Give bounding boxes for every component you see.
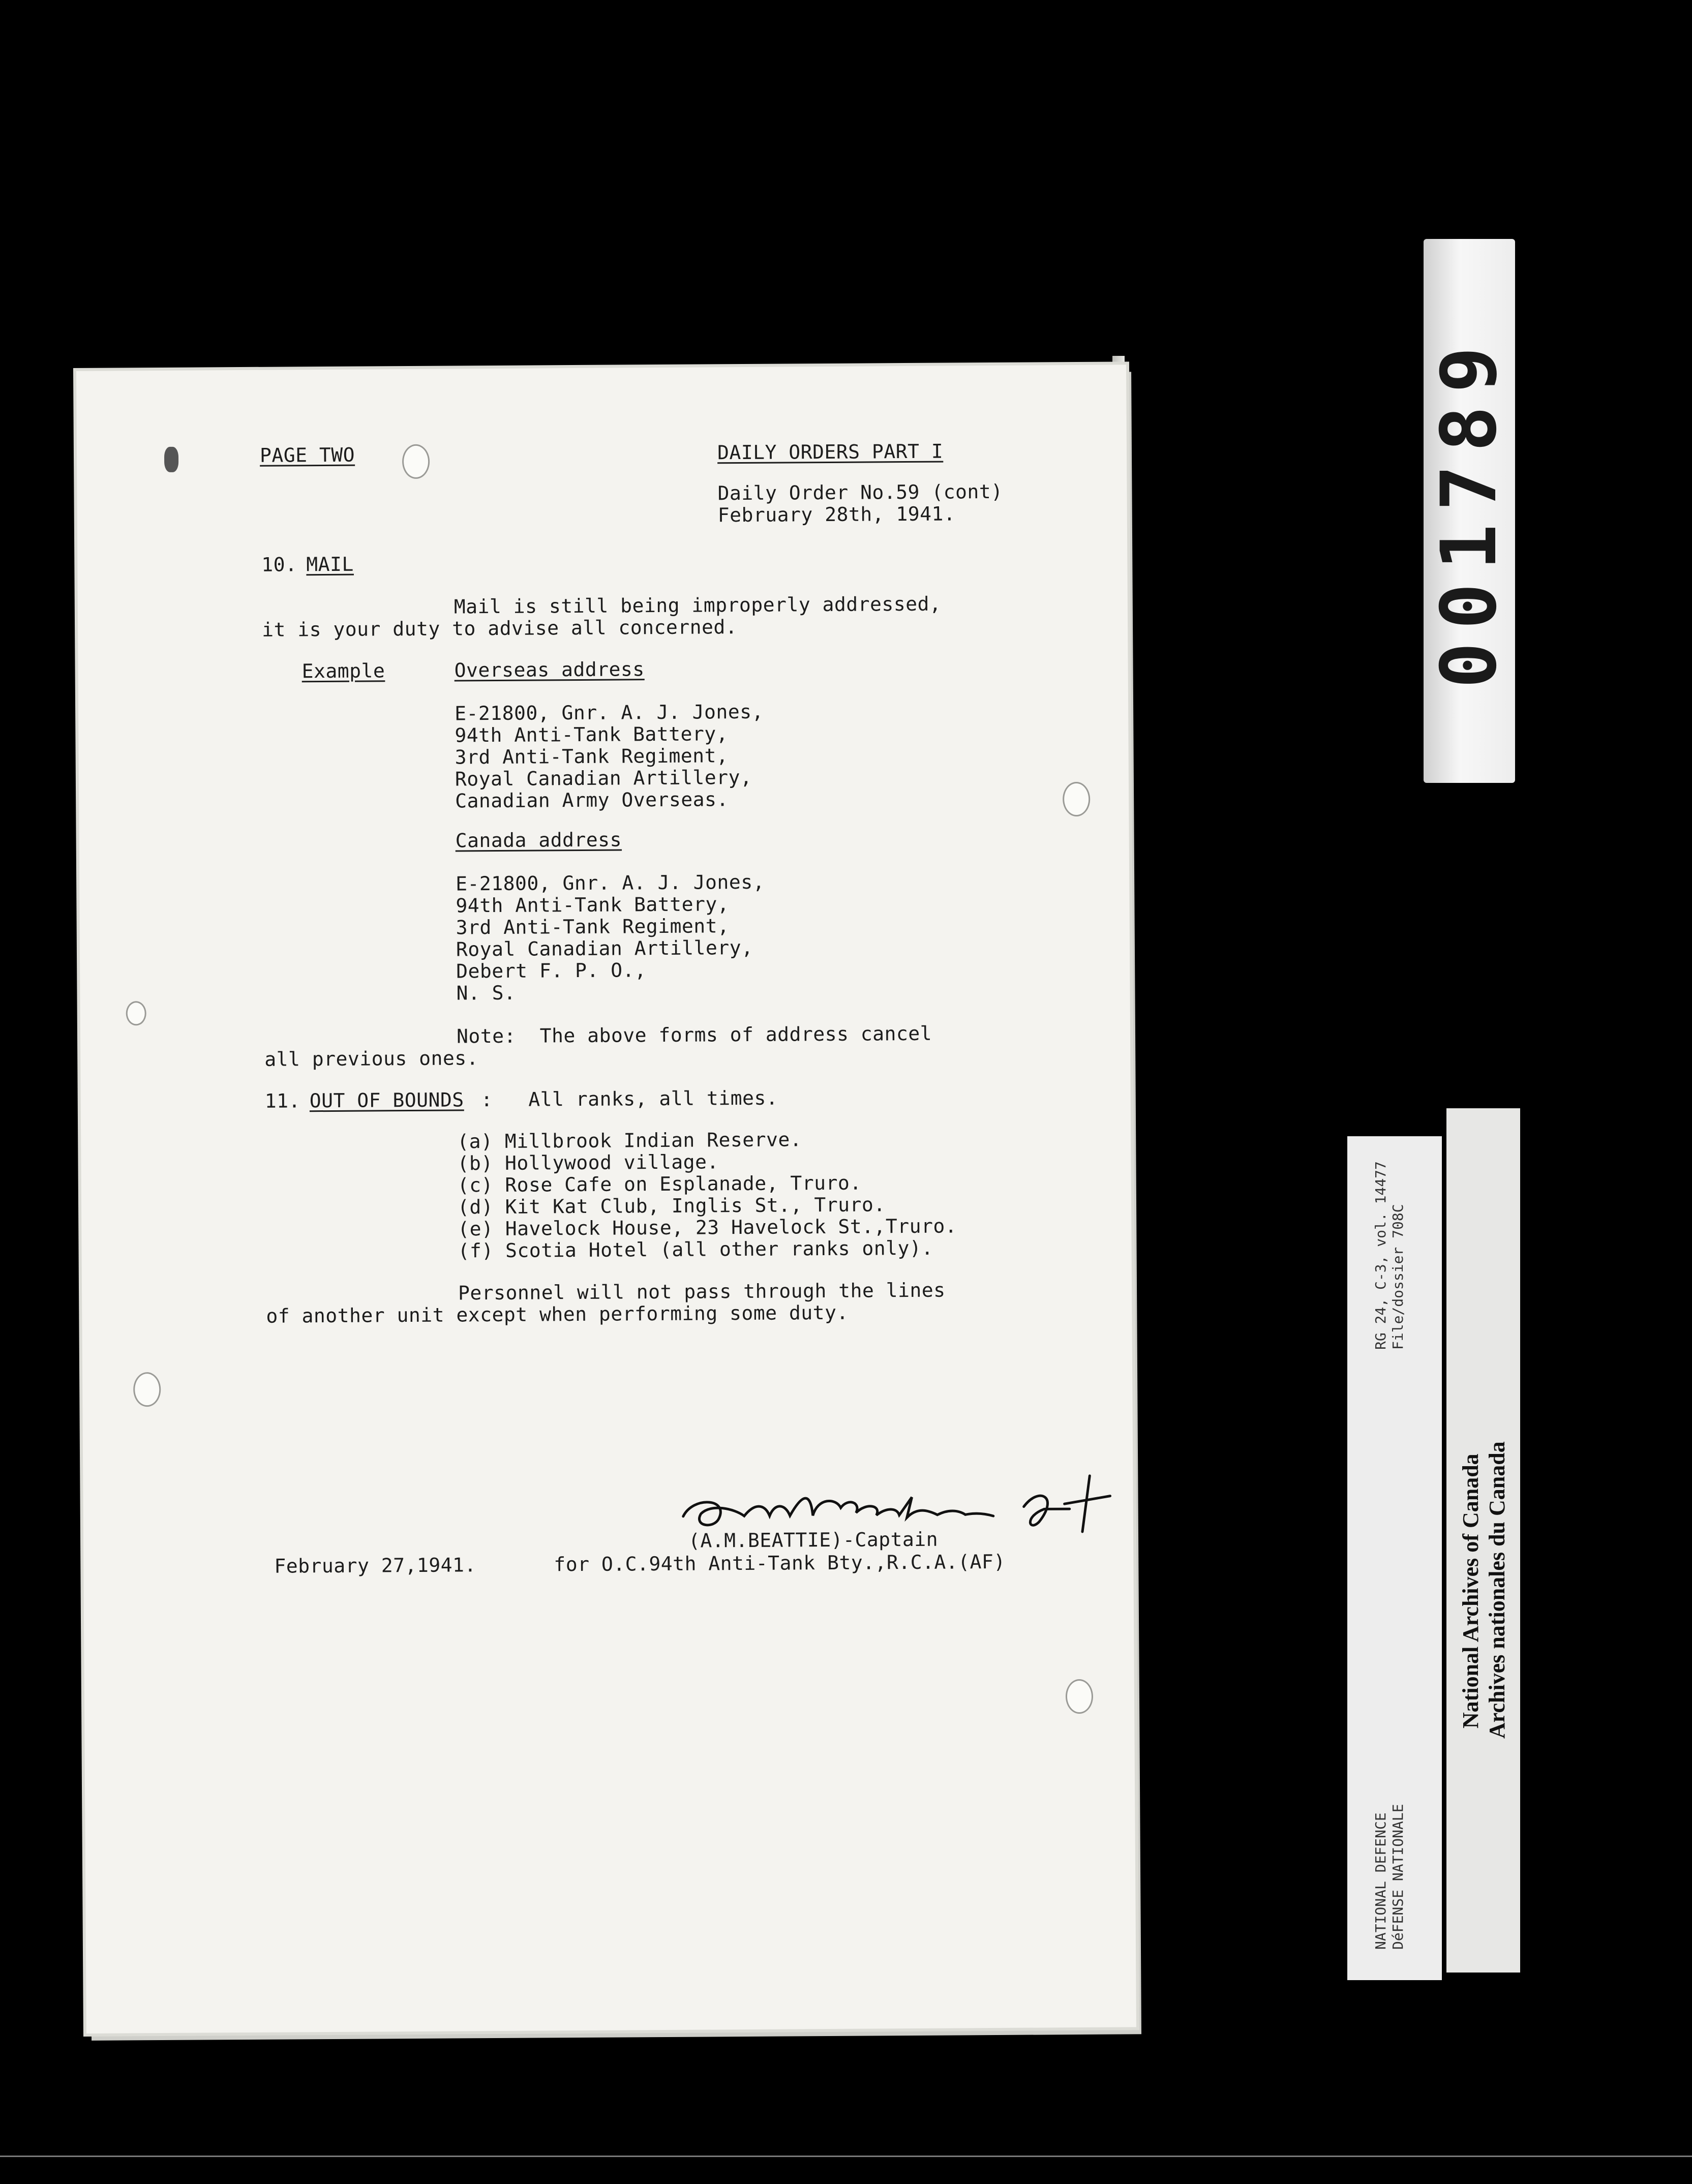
address-line: 94th Anti-Tank Battery, bbox=[456, 893, 730, 917]
signature-date: February 27,1941. bbox=[274, 1554, 476, 1578]
punch-hole bbox=[1063, 782, 1090, 816]
archive-reference-card bbox=[1347, 1136, 1442, 1980]
section-11-heading: OUT OF BOUNDS bbox=[309, 1088, 464, 1112]
address-line: Royal Canadian Artillery, bbox=[455, 766, 752, 791]
address-line: 3rd Anti-Tank Regiment, bbox=[456, 915, 730, 939]
archive-name-french: Archives nationales du Canada bbox=[1485, 1441, 1509, 1739]
mail-paragraph-line: Mail is still being improperly addressed, bbox=[454, 592, 942, 618]
department-name: DéFENSE NATIONALE bbox=[1389, 1804, 1406, 1950]
example-label: Example bbox=[301, 659, 385, 683]
address-line: Debert F. P. O., bbox=[456, 959, 647, 983]
address-line: 3rd Anti-Tank Regiment, bbox=[455, 744, 729, 769]
punch-hole bbox=[402, 444, 430, 479]
order-date: February 28th, 1941. bbox=[717, 502, 956, 527]
list-item: (d) Kit Kat Club, Inglis St., Truro. bbox=[457, 1193, 886, 1219]
ink-blot bbox=[164, 447, 178, 472]
note-line: Note: The above forms of address cancel bbox=[456, 1022, 932, 1048]
document-page bbox=[76, 365, 1136, 2034]
section-10-number: 10. bbox=[261, 553, 297, 576]
signatory-name: (A.M.BEATTIE)-Captain bbox=[688, 1528, 939, 1552]
order-number: Daily Order No.59 (cont) bbox=[717, 480, 1003, 505]
list-item: (f) Scotia Hotel (all other ranks only). bbox=[458, 1236, 933, 1262]
address-line: N. S. bbox=[456, 981, 516, 1005]
punch-hole bbox=[126, 1001, 146, 1025]
punch-hole bbox=[1066, 1679, 1093, 1714]
personnel-line: Personnel will not pass through the lines bbox=[458, 1279, 946, 1305]
archive-name-english: National Archives of Canada bbox=[1458, 1453, 1483, 1728]
address-line: Royal Canadian Artillery, bbox=[456, 936, 753, 961]
list-item: (a) Millbrook Indian Reserve. bbox=[457, 1128, 802, 1153]
canada-address-heading: Canada address bbox=[455, 828, 622, 852]
orders-title: DAILY ORDERS PART I bbox=[717, 440, 944, 464]
microfilm-frame-number-card bbox=[1424, 239, 1515, 783]
department-name: NATIONAL DEFENCE bbox=[1372, 1812, 1389, 1950]
note-line: all previous ones. bbox=[264, 1047, 479, 1071]
frame-number: 001789 bbox=[1425, 333, 1514, 688]
page-label: PAGE TWO bbox=[259, 443, 355, 467]
address-line: 94th Anti-Tank Battery, bbox=[455, 722, 729, 747]
overseas-address-heading: Overseas address bbox=[454, 658, 645, 682]
mail-paragraph-line: it is your duty to advise all concerned. bbox=[261, 616, 738, 641]
personnel-line: of another unit except when performing some duty. bbox=[266, 1301, 849, 1327]
address-line: Canadian Army Overseas. bbox=[455, 788, 729, 812]
section-11-number: 11. bbox=[264, 1089, 301, 1112]
archive-reference-line: RG 24, C-3, vol. 14477 bbox=[1372, 1161, 1389, 1350]
section-10-heading: MAIL bbox=[306, 553, 354, 576]
punch-hole bbox=[133, 1372, 161, 1407]
list-item: (e) Havelock House, 23 Havelock St.,Truro. bbox=[458, 1215, 957, 1240]
section-11-scope: : All ranks, all times. bbox=[480, 1086, 778, 1111]
signatory-title: for O.C.94th Anti-Tank Bty.,R.C.A.(AF) bbox=[554, 1550, 1006, 1576]
list-item: (b) Hollywood village. bbox=[457, 1150, 719, 1175]
archive-reference-line: File/dossier 708C bbox=[1389, 1204, 1406, 1350]
address-line: E-21800, Gnr. A. J. Jones, bbox=[454, 700, 764, 725]
scan-edge-line bbox=[0, 2156, 1692, 2157]
list-item: (c) Rose Cafe on Esplanade, Truro. bbox=[457, 1171, 862, 1197]
national-archives-card bbox=[1446, 1108, 1520, 1973]
address-line: E-21800, Gnr. A. J. Jones, bbox=[456, 870, 765, 895]
